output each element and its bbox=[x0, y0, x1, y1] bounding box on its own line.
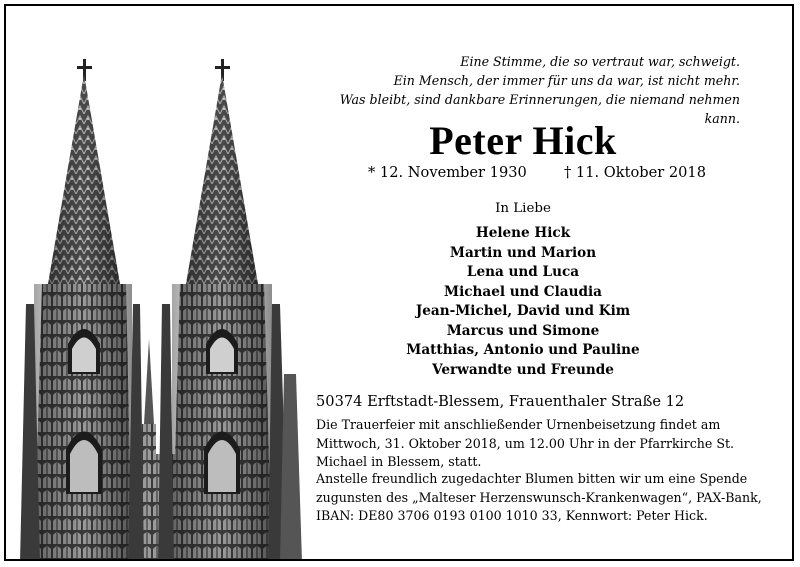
left-tower bbox=[20, 59, 144, 561]
quote-line: Eine Stimme, die so vertraut war, schweigt. bbox=[460, 54, 740, 69]
mourner-name: Helene Hick bbox=[475, 225, 571, 241]
mourner-name: Jean-Michel, David und Kim bbox=[415, 303, 631, 319]
mourner-name: Martin und Marion bbox=[449, 244, 597, 261]
mourner-name: Matthias, Antonio und Pauline bbox=[406, 342, 640, 358]
obituary-notice bbox=[4, 4, 794, 561]
death-date: † 11. Oktober 2018 bbox=[564, 164, 706, 181]
mourners-list bbox=[306, 224, 740, 380]
quote-line: Was bleibt, sind dankbare Erinnerungen, die niemand nehmen kann. bbox=[339, 92, 740, 126]
mourner-name: Marcus und Simone bbox=[446, 322, 600, 339]
mourner-name: Lena und Luca bbox=[466, 264, 580, 280]
mourner-name: Michael und Claudia bbox=[444, 283, 602, 300]
memorial-quote bbox=[306, 52, 740, 128]
cathedral-image bbox=[12, 54, 306, 561]
donation-info: Anstelle freundlich zugedachter Blumen bitten wir um eine Spende zugunsten des „Malteser Herzenswunsch-Krankenwagen“, PAX-Bank, IBAN: DE80 3706 0193 0100 1010 33, Kennwort: Peter Hick. bbox=[316, 471, 762, 523]
quote-line: Ein Mensch, der immer für uns da war, ist nicht mehr. bbox=[393, 73, 740, 88]
right-tower bbox=[158, 59, 302, 561]
family-address: 50374 Erftstadt-Blessem, Frauenthaler Straße 12 bbox=[316, 393, 685, 410]
mourner-name: Verwandte und Freunde bbox=[432, 361, 614, 378]
in-love-heading: In Liebe bbox=[495, 201, 551, 216]
birth-date: * 12. November 1930 bbox=[368, 164, 527, 181]
funeral-info: Die Trauerfeier mit anschließender Urnenbeisetzung findet am Mittwoch, 31. Oktober 2018, um 12.00 Uhr in der Pfarrkirche St. Michael in Blessem, statt. bbox=[316, 417, 735, 469]
deceased-name: Peter Hick bbox=[429, 118, 617, 163]
